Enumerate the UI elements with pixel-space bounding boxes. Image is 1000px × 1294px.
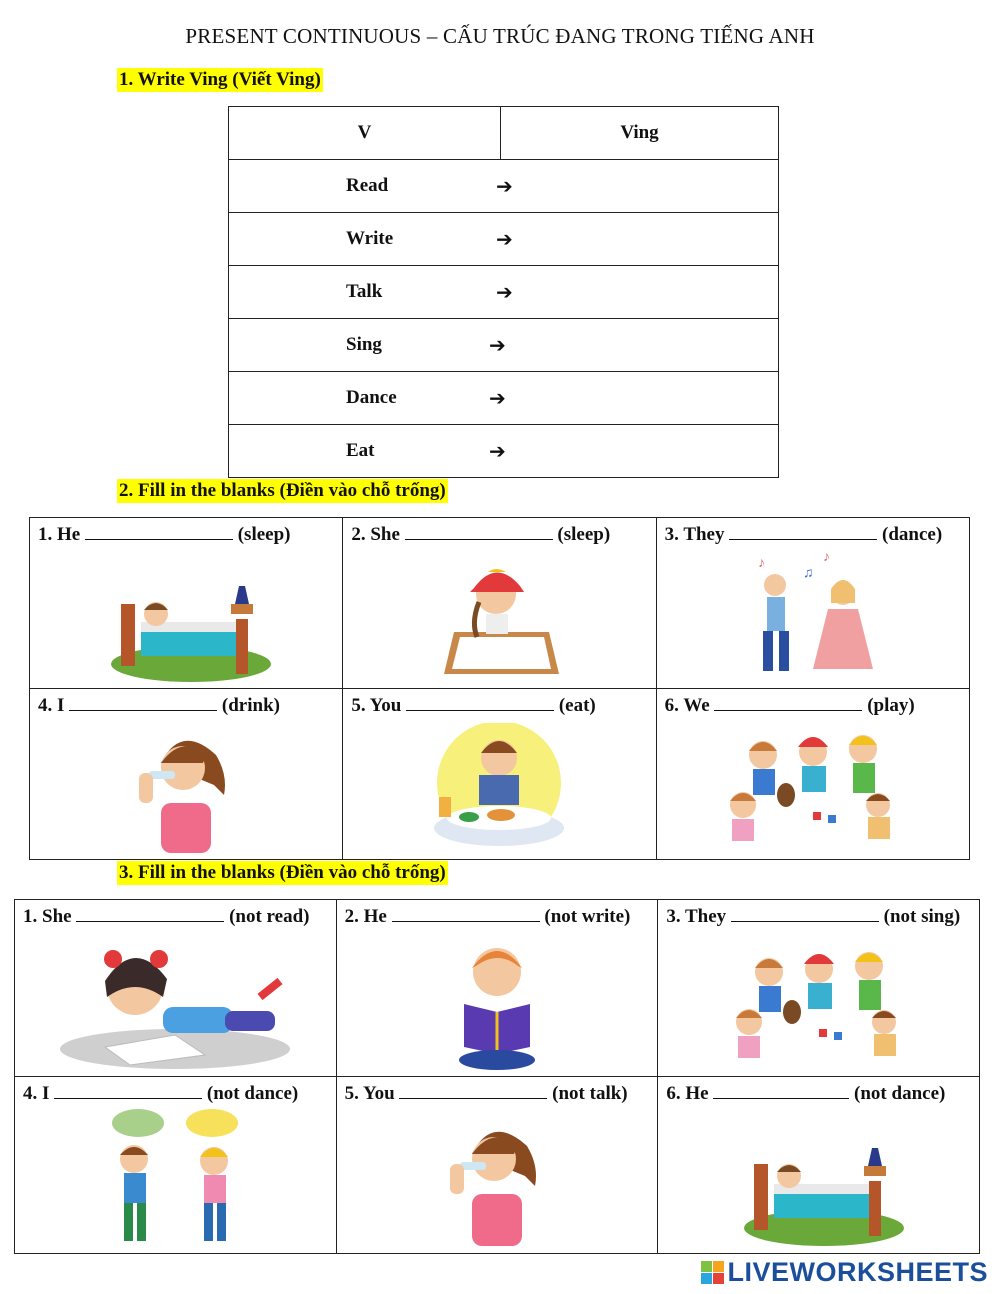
liveworksheets-logo [701,1257,988,1288]
svg-text:♫: ♫ [802,566,814,581]
header-ving: Ving [501,107,779,160]
answer-blank[interactable] [713,1081,849,1099]
answer-blank[interactable] [729,522,877,540]
boy-reading-icon [337,942,658,1072]
kids-playing-icon [657,727,969,855]
section1-heading: 1. Write Ving (Viết Ving) [119,69,321,90]
exercise-cell: 1. She (not read) [15,900,337,1077]
exercise-cell: 5. You (not talk) [336,1077,658,1254]
section2-grid [29,517,970,860]
answer-blank[interactable] [405,522,553,540]
girl-drinking-icon [337,1114,658,1249]
verb-label: Eat [346,440,375,461]
exercise-cell: 3. They (dance) ♪ ♫ ♪ [656,518,969,689]
kids-talking-icon [15,1109,336,1249]
exercise-cell: 2. He (not write) [336,900,658,1077]
exercise-cell: 5. You (eat) [343,689,656,860]
logo-text: LIVEWORKSHEETS [727,1257,988,1287]
verb-label: Talk [346,281,383,302]
exercise-cell: 6. We (play) [656,689,969,860]
boy-sleeping-icon [658,1124,979,1249]
arrow-right-icon: ➔ [496,174,513,198]
table-header-row [229,107,779,160]
verb-label: Write [346,228,394,249]
section3-heading: 3. Fill in the blanks (Điền vào chỗ trống) [119,862,446,883]
svg-text:♪: ♪ [757,556,765,571]
table-row [229,213,779,266]
exercise-cell: 4. I (drink) [30,689,343,860]
answer-blank[interactable] [69,693,217,711]
table-row [229,266,779,319]
verb-label: Dance [346,387,397,408]
ving-table [228,106,779,478]
exercise-cell: 4. I (not dance) [15,1077,337,1254]
verb-label: Read [346,175,389,196]
logo-mark-icon [701,1261,724,1284]
girl-drinking-icon [30,723,342,855]
answer-blank[interactable] [406,693,554,711]
exercise-cell: 6. He (not dance) [658,1077,980,1254]
table-row [229,319,779,372]
girl-drawing-floor-icon [15,937,336,1072]
exercise-cell: 1. He (sleep) [30,518,343,689]
page-title: PRESENT CONTINUOUS – CẤU TRÚC ĐANG TRONG TIẾNG ANH [185,24,815,48]
answer-blank[interactable] [399,1081,547,1099]
arrow-right-icon: ➔ [489,386,506,410]
table-row [229,372,779,425]
kids-playing-icon [658,944,979,1072]
arrow-right-icon: ➔ [496,280,513,304]
verb-label: Sing [346,334,382,355]
answer-blank[interactable] [76,904,224,922]
arrow-right-icon: ➔ [496,227,513,251]
section2-heading: 2. Fill in the blanks (Điền vào chỗ trống) [119,480,446,501]
answer-blank[interactable] [85,522,233,540]
answer-blank[interactable] [392,904,540,922]
arrow-right-icon: ➔ [489,333,506,357]
arrow-right-icon: ➔ [489,439,506,463]
girl-drawing-icon [343,554,655,684]
section3-grid [14,899,980,1254]
couple-dancing-icon [657,549,969,684]
table-row [229,425,779,478]
answer-blank[interactable] [54,1081,202,1099]
boy-sleeping-icon [30,564,342,684]
table-row [229,160,779,213]
answer-blank[interactable] [714,693,862,711]
answer-blank[interactable] [731,904,879,922]
svg-text:♪: ♪ [822,550,830,565]
exercise-cell: 2. She (sleep) [343,518,656,689]
header-v: V [229,107,501,160]
exercise-cell: 3. They (not sing) [658,900,980,1077]
boy-eating-icon [343,723,655,855]
